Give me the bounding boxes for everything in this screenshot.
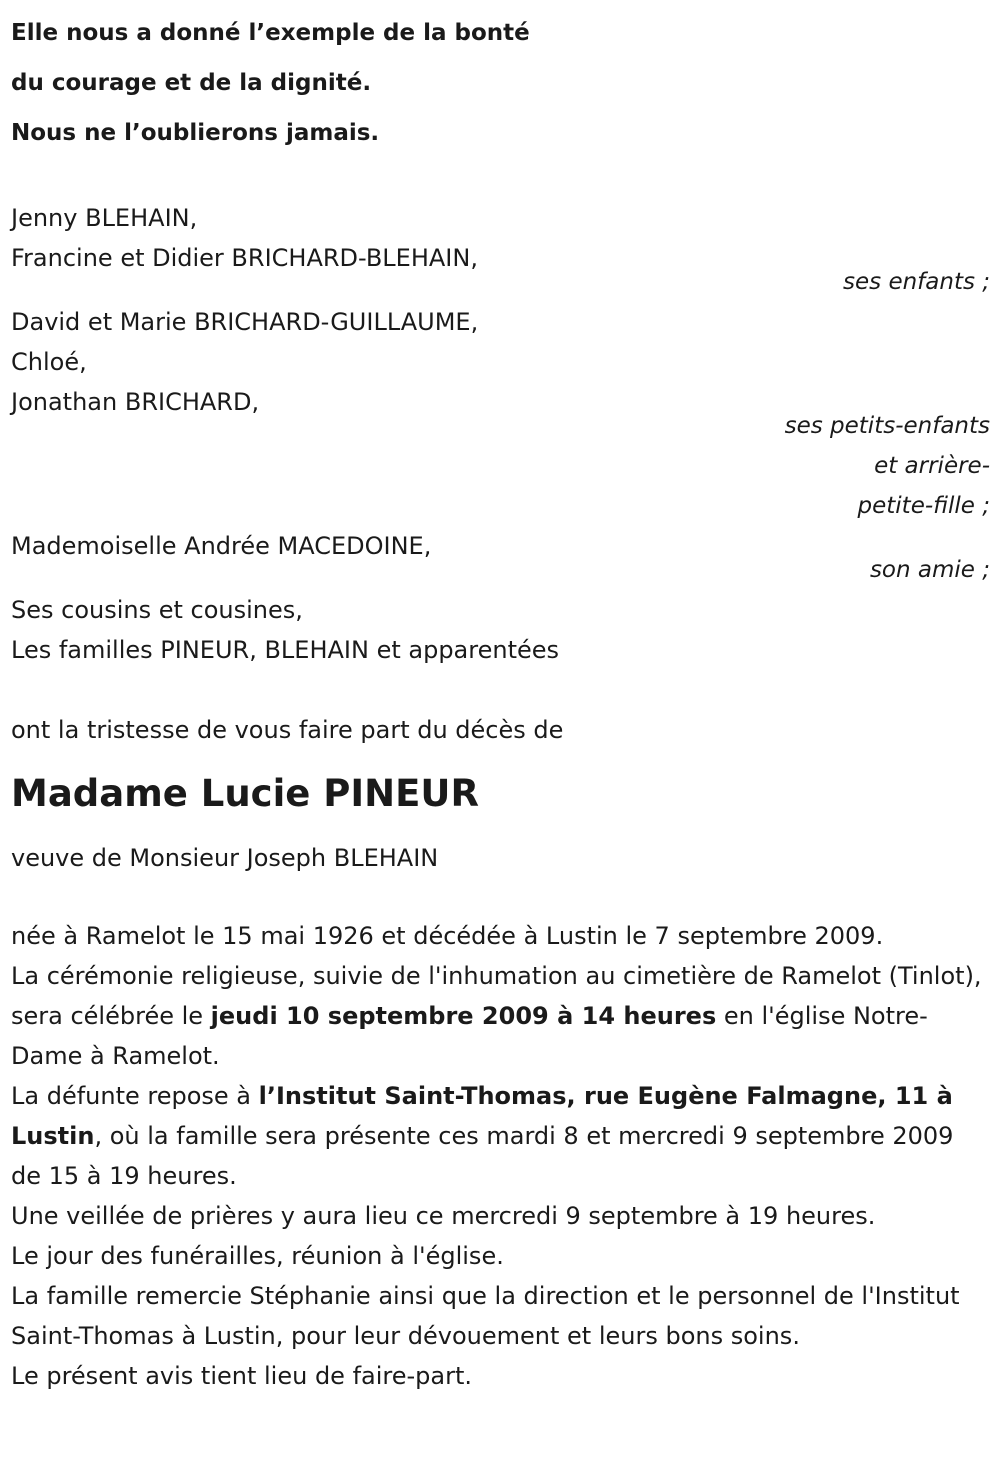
quote-line: du courage et de la dignité. bbox=[11, 70, 372, 96]
family-member: Jonathan BRICHARD, bbox=[11, 388, 260, 416]
ceremony-date: jeudi 10 septembre 2009 à 14 heures bbox=[210, 1002, 717, 1030]
family-member: Ses cousins et cousines, bbox=[11, 596, 303, 624]
memorial-quote bbox=[11, 8, 990, 158]
children-group bbox=[11, 198, 990, 302]
friend-group bbox=[11, 526, 990, 590]
family-member: Les familles PINEUR, BLEHAIN et apparentées bbox=[11, 636, 560, 664]
cousins-group bbox=[11, 590, 990, 670]
family-member: Francine et Didier BRICHARD-BLEHAIN, bbox=[11, 244, 478, 272]
family-member: Mademoiselle Andrée MACEDOINE, bbox=[11, 532, 432, 560]
relation-label: ses enfants ; bbox=[843, 269, 990, 295]
relation-label: ses petits-enfants bbox=[784, 413, 990, 439]
ceremony-text-post: en l'église Notre-Dame à Ramelot. bbox=[11, 1002, 928, 1070]
announcement-text: ont la tristesse de vous faire part du décès de bbox=[11, 716, 564, 744]
ceremony-text-pre: La cérémonie religieuse, suivie de l'inhumation au cimetière de Ramelot (Tinlot), sera célébrée le bbox=[11, 962, 982, 1030]
thanks-text: La famille remercie Stéphanie ainsi que la direction et le personnel de l'Institut Saint-Thomas à Lustin, pour leur dévouement et leurs bons soins. bbox=[11, 1282, 960, 1350]
resting-place-text bbox=[11, 1076, 990, 1196]
funeral-details bbox=[11, 916, 990, 1396]
relation-label: petite-fille ; bbox=[857, 493, 990, 519]
relation-label: et arrière- bbox=[874, 453, 990, 479]
quote-line: Elle nous a donné l’exemple de la bonté bbox=[11, 20, 530, 46]
birth-death-text: née à Ramelot le 15 mai 1926 et décédée à Lustin le 7 septembre 2009. bbox=[11, 922, 884, 950]
family-member: Jenny BLEHAIN, bbox=[11, 204, 198, 232]
family-member: Chloé, bbox=[11, 348, 87, 376]
relation-label: son amie ; bbox=[869, 557, 990, 583]
ceremony-text bbox=[11, 956, 990, 1076]
grandchildren-group bbox=[11, 302, 990, 526]
deceased-name: Madame Lucie PINEUR bbox=[11, 772, 479, 815]
resting-place: l’Institut Saint-Thomas, rue Eugène Falmagne, 11 à Lustin bbox=[11, 1082, 953, 1150]
quote-line: Nous ne l’oublierons jamais. bbox=[11, 120, 380, 146]
resting-text-pre: La défunte repose à bbox=[11, 1082, 259, 1110]
notice-text: Le présent avis tient lieu de faire-part. bbox=[11, 1362, 473, 1390]
resting-text-post: , où la famille sera présente ces mardi 8 et mercredi 9 septembre 2009 de 15 à 19 heures. bbox=[11, 1122, 954, 1190]
widow-of-text: veuve de Monsieur Joseph BLEHAIN bbox=[11, 844, 439, 872]
family-member: David et Marie BRICHARD-GUILLAUME, bbox=[11, 308, 479, 336]
meeting-text: Le jour des funérailles, réunion à l'église. bbox=[11, 1242, 504, 1270]
vigil-text: Une veillée de prières y aura lieu ce mercredi 9 septembre à 19 heures. bbox=[11, 1202, 876, 1230]
